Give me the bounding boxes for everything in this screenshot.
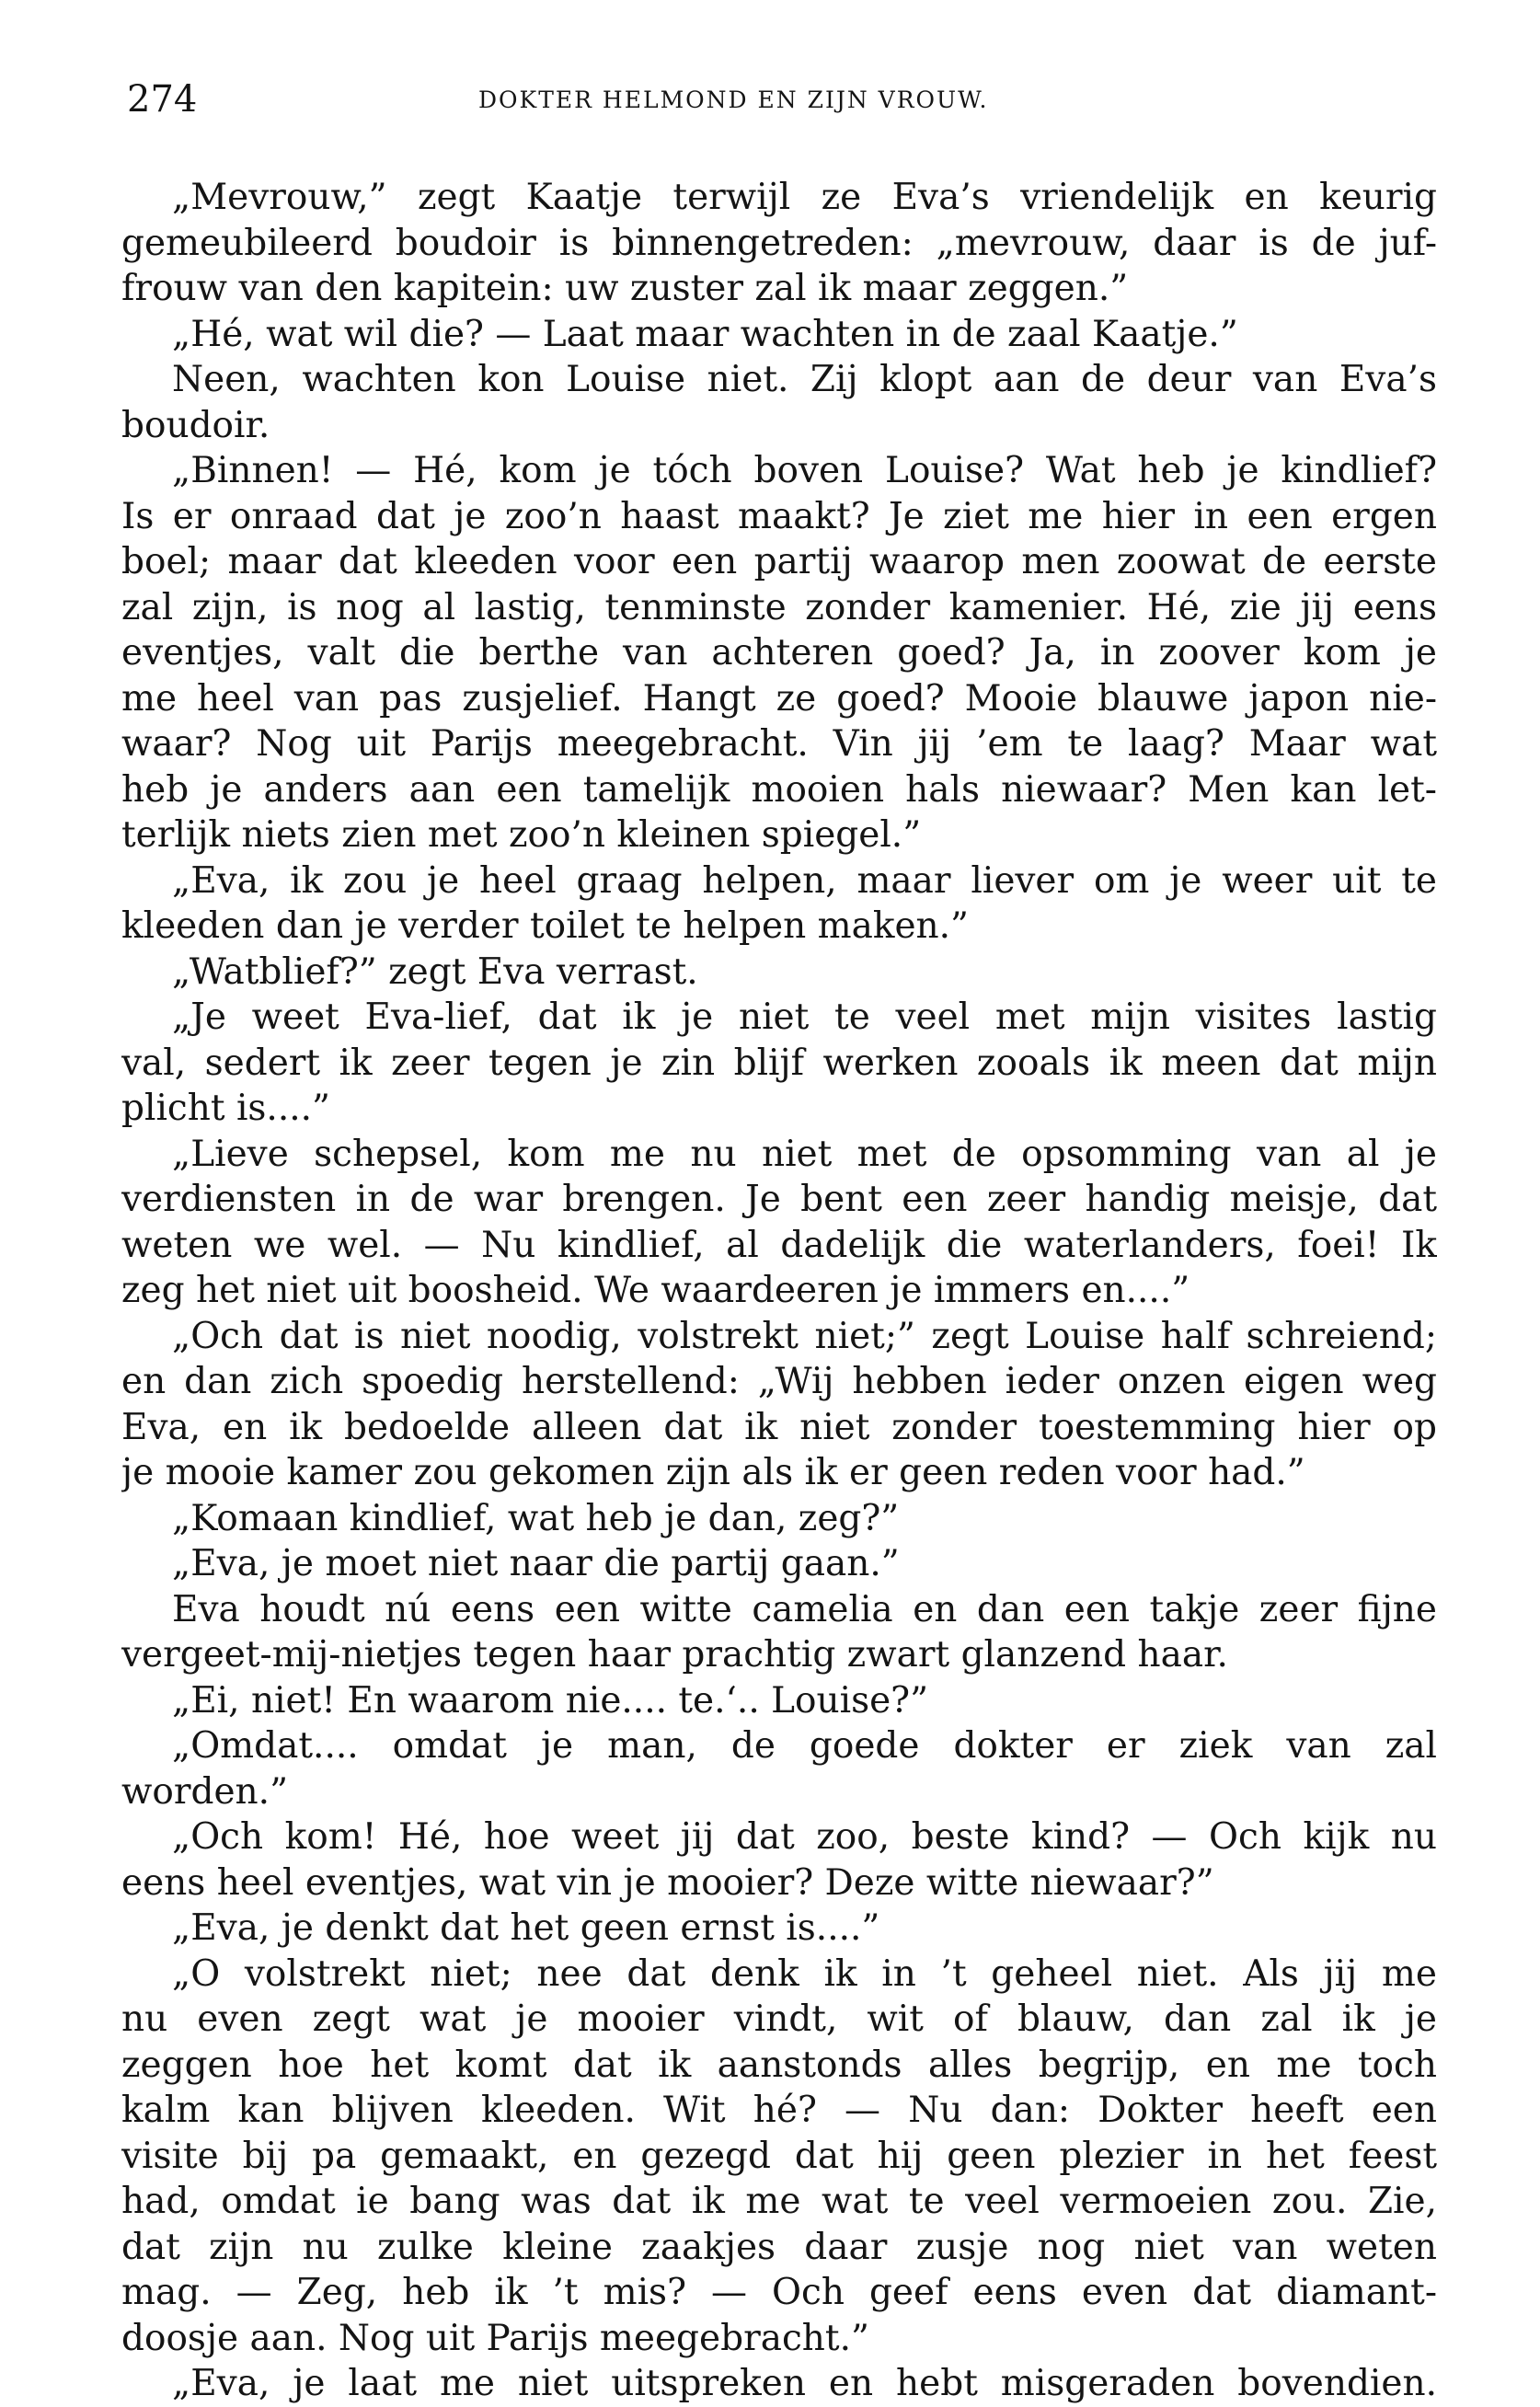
text-line: zeggen hoe het komt dat ik aanstonds alles begrijp, en me toch [121,2044,1437,2086]
text-line: zal zijn, is nog al lastig, tenminste zonder kamenier. Hé, zie jij eens [121,586,1437,628]
text-line: mag. — Zeg, heb ik ’t mis? — Och geef eens even dat diamant- [121,2272,1437,2313]
text-line: „Je weet Eva-lief, dat ik je niet te veel met mijn visites lastig [172,996,1437,1038]
text-line: „Eva, je moet niet naar die partij gaan.” [172,1543,900,1584]
text-line: „Omdat.... omdat je man, de goede dokter er ziek van zal [172,1725,1437,1767]
text-line: zeg het niet uit boosheid. We waardeeren je immers en....” [121,1270,1190,1311]
text-line: „Och kom! Hé, hoe weet jij dat zoo, beste kind? — Och kijk nu [172,1816,1437,1858]
text-line: val, sedert ik zeer tegen je zin blijf werken zooals ik meen dat mijn [121,1042,1437,1084]
text-line: had, omdat ie bang was dat ik me wat te veel vermoeien zou. Zie, [121,2181,1437,2222]
text-line: Neen, wachten kon Louise niet. Zij klopt aan de deur van Eva’s [172,359,1437,400]
text-line: visite bij pa gemaakt, en gezegd dat hij geen plezier in het feest [121,2135,1437,2177]
text-line: eventjes, valt die berthe van achteren goed? Ja, in zoover kom je [121,632,1437,674]
text-line: „Mevrouw,” zegt Kaatje terwijl ze Eva’s vriendelijk en keurig [172,177,1437,218]
text-line: weten we wel. — Nu kindlief, al dadelijk die waterlanders, foei! Ik [121,1224,1437,1266]
text-line: dat zijn nu zulke kleine zaakjes daar zusje nog niet van weten [121,2226,1437,2268]
running-title: DOKTER HELMOND EN ZIJN VROUW. [478,86,989,113]
text-line: verdiensten in de war brengen. Je bent een zeer handig meisje, dat [121,1179,1437,1220]
text-line: en dan zich spoedig herstellend: „Wij hebben ieder onzen eigen weg [121,1361,1437,1402]
text-line: waar? Nog uit Parijs meegebracht. Vin jij ’em te laag? Maar wat [121,723,1437,765]
text-line: Eva, en ik bedoelde alleen dat ik niet zonder toestemming hier op [121,1406,1437,1448]
text-line: je mooie kamer zou gekomen zijn als ik er geen reden voor had.” [121,1452,1305,1493]
text-line: Eva houdt nú eens een witte camelia en dan een takje zeer fijne [172,1588,1437,1630]
text-line: terlijk niets zien met zoo’n kleinen spiegel.” [121,814,922,856]
text-line: „Komaan kindlief, wat heb je dan, zeg?” [172,1497,900,1539]
text-line: „Eva, ik zou je heel graag helpen, maar liever om je weer uit te [172,859,1437,902]
text-line: kleeden dan je verder toilet te helpen maken.” [121,905,969,947]
text-line: boudoir. [121,404,270,446]
text-line: „Binnen! — Hé, kom je tóch boven Louise? Wat heb je kindlief? [172,450,1437,491]
page-header [127,72,1433,127]
text-line: boel; maar dat kleeden voor een partij waarop men zoowat de eerste [121,541,1437,582]
page-number: 274 [127,78,198,121]
body-text [121,175,1437,2407]
text-line: eens heel eventjes, wat vin je mooier? Deze witte niewaar?” [121,1861,1214,1904]
text-line: „Lieve schepsel, kom me nu niet met de opsomming van al je [172,1133,1437,1175]
text-line: frouw van den kapitein: uw zuster zal ik maar zeggen.” [121,268,1129,309]
text-line: heb je anders aan een tamelijk mooien hals niewaar? Men kan let- [121,768,1437,811]
text-line: gemeubileerd boudoir is binnengetreden: „mevrouw, daar is de juf- [121,222,1437,264]
text-line: kalm kan blijven kleeden. Wit hé? — Nu dan: Dokter heeft een [121,2090,1437,2131]
text-line: plicht is....” [121,1088,330,1129]
text-line: „Hé, wat wil die? — Laat maar wachten in de zaal Kaatje.” [172,313,1238,355]
text-line: me heel van pas zusjelief. Hangt ze goed? Mooie blauwe japon nie- [121,677,1437,720]
text-line: „Watblief?” zegt Eva verrast. [172,950,698,993]
text-line: „O volstrekt niet; nee dat denk ik in ’t geheel niet. Als jij me [172,1952,1437,1995]
text-line: Is er onraad dat je zoo’n haast maakt? Je ziet me hier in een ergen [121,495,1437,537]
text-line: doosje aan. Nog uit Parijs meegebracht.” [121,2317,869,2359]
text-line: „Ei, niet! En waarom nie.... te.‘.. Louise?” [172,1679,929,1722]
text-line: vergeet-mij-nietjes tegen haar prachtig zwart glanzend haar. [121,1634,1228,1676]
text-line: worden.” [121,1770,289,1813]
text-line: „Eva, je denkt dat het geen ernst is....” [172,1907,880,1949]
text-line: nu even zegt wat je mooier vindt, wit of blauw, dan zal ik je [121,1998,1437,2040]
text-line: „Eva, je laat me niet uitspreken en hebt misgeraden bovendien. [172,2363,1437,2404]
text-line: „Och dat is niet noodig, volstrekt niet;” zegt Louise half schreiend; [172,1315,1437,1357]
